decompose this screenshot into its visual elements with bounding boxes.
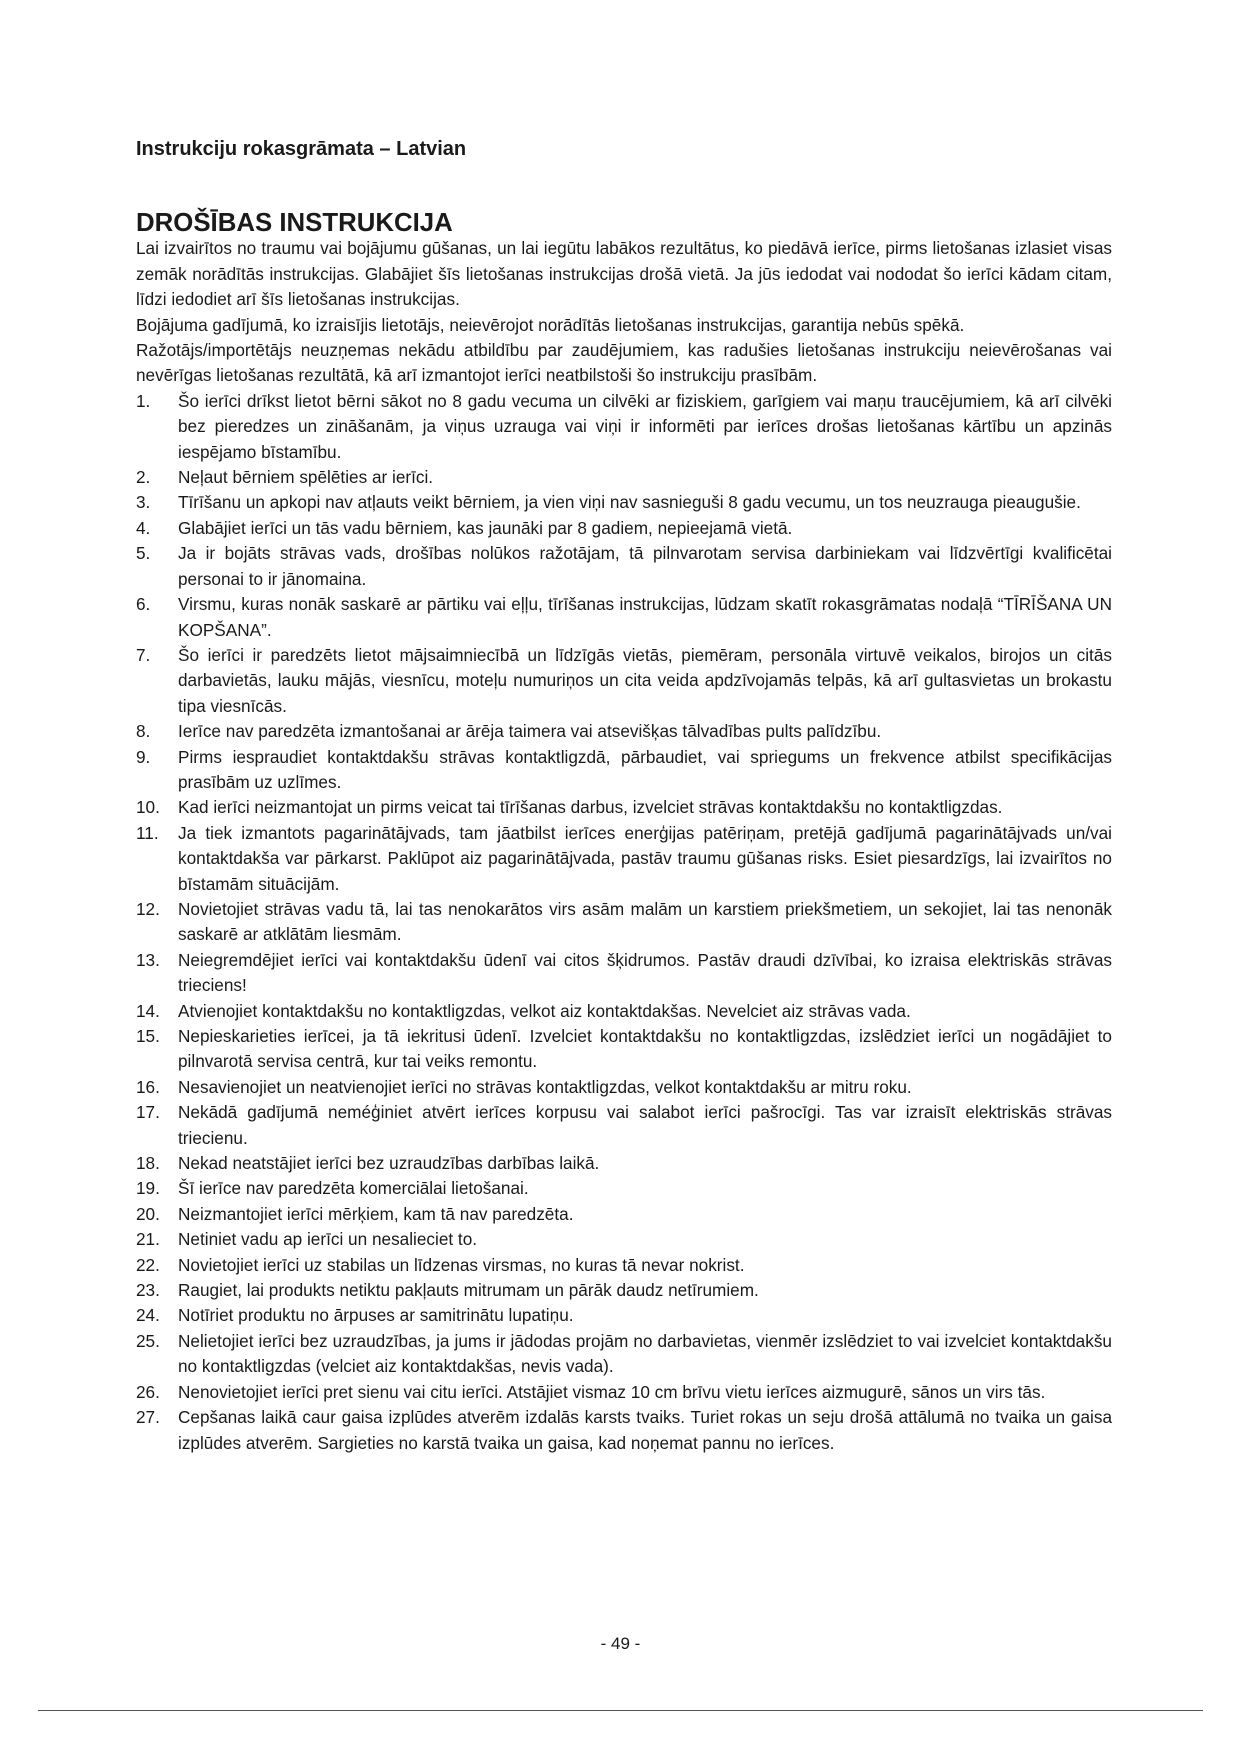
footer-divider — [38, 1710, 1203, 1711]
instruction-number: 9. — [136, 746, 151, 767]
instruction-text: Cepšanas laikā caur gaisa izplūdes atverēm izdalās karsts tvaiks. Turiet rokas un seju drošā attālumā no tvaika un gaisa izplūdes atverēm. Sargieties no karstā tvaika un gaisa, kad noņemat pannu no ierīces. — [178, 1407, 1112, 1453]
instruction-item — [136, 1202, 1112, 1227]
instruction-item — [136, 541, 1112, 592]
intro-paragraph: Ražotājs/importētājs neuzņemas nekādu atbildību par zaudējumiem, kas radušies lietošanas instrukciju neievērošanas vai nevērīgas lietošanas rezultātā, kā arī izmantojot ierīci neatbilstoši šo instrukciju prasībām. — [136, 340, 1112, 386]
instruction-item — [136, 1176, 1112, 1201]
instruction-item — [136, 1405, 1112, 1456]
instruction-number: 24. — [136, 1305, 160, 1326]
instruction-text: Ierīce nav paredzēta izmantošanai ar ārēja taimera vai atsevišķas tālvadības pults palīdzību. — [178, 721, 882, 742]
instruction-number: 3. — [136, 492, 151, 513]
instruction-number: 16. — [136, 1076, 160, 1097]
instruction-item — [136, 592, 1112, 643]
instruction-item — [136, 1380, 1112, 1405]
instruction-text: Netiniet vadu ap ierīci un nesalieciet to. — [178, 1229, 478, 1250]
instruction-number: 2. — [136, 467, 151, 488]
instruction-number: 15. — [136, 1026, 160, 1046]
instruction-text: Tīrīšanu un apkopi nav atļauts veikt bērniem, ja vien viņi nav sasnieguši 8 gadu vecumu, un tos neuzrauga pieaugušie. — [178, 492, 1081, 513]
instruction-text: Raugiet, lai produkts netiktu pakļauts mitrumam un pārāk daudz netīrumiem. — [178, 1280, 759, 1301]
intro-paragraph: Lai izvairītos no traumu vai bojājumu gūšanas, un lai iegūtu labākos rezultātus, ko piedāvā ierīce, pirms lietošanas izlasiet visas zemāk norādītās instrukcijas. Glabājiet šīs lietošanas instrukcijas drošā vietā. Ja jūs iedodat vai nododat šo ierīci kādam citam, līdzi iedodiet arī šīs lietošanas instrukcijas. — [136, 238, 1112, 310]
page-number: - 49 - — [600, 1634, 641, 1653]
instruction-text: Glabājiet ierīci un tās vadu bērniem, kas jaunāki par 8 gadiem, nepieejamā vietā. — [178, 517, 793, 538]
instruction-text: Nelietojiet ierīci bez uzraudzības, ja jums ir jādodas projām no darbavietas, vienmēr izslēdziet to vai izvelciet kontaktdakšu no kontaktligzdas (velciet aiz kontaktdakšas, nevis vada). — [178, 1330, 1112, 1377]
instruction-number: 26. — [136, 1381, 160, 1402]
instruction-item — [136, 897, 1112, 948]
instruction-number: 21. — [136, 1229, 160, 1250]
instruction-number: 12. — [136, 898, 160, 919]
instruction-number: 11. — [136, 822, 159, 843]
instruction-text: Atvienojiet kontaktdakšu no kontaktligzdas, velkot aiz kontaktdakšas. Nevelciet aiz strāvas vada. — [178, 1000, 911, 1021]
instruction-text: Novietojiet ierīci uz stabilas un līdzenas virsmas, no kuras tā nevar nokrist. — [178, 1254, 745, 1275]
instruction-item — [136, 516, 1112, 541]
instruction-item — [136, 745, 1112, 796]
instruction-text: Virsmu, kuras nonāk saskarē ar pārtiku vai eļļu, tīrīšanas instrukcijas, lūdzam skatīt rokasgrāmatas nodaļā “TĪRĪŠANA UN KOPŠANA”. — [178, 594, 1112, 640]
instruction-text: Pirms iespraudiet kontaktdakšu strāvas kontaktligzdā, pārbaudiet, vai spriegums un frekvence atbilst specifikācijas prasībām uz uzlīmes. — [178, 746, 1112, 792]
instruction-text: Notīriet produktu no ārpuses ar samitrinātu lupatiņu. — [178, 1305, 574, 1326]
instruction-text: Šī ierīce nav paredzēta komerciālai lietošanai. — [178, 1178, 529, 1199]
instruction-text: Nesavienojiet un neatvienojiet ierīci no strāvas kontaktligzdas, velkot kontaktdakšu ar mitru roku. — [178, 1076, 912, 1097]
instruction-number: 27. — [136, 1407, 160, 1428]
instruction-item — [136, 1253, 1112, 1278]
instruction-item — [136, 999, 1112, 1024]
instruction-item — [136, 948, 1112, 999]
instruction-number: 23. — [136, 1280, 160, 1301]
intro-paragraph: Bojājuma gadījumā, ko izraisījis lietotājs, neievērojot norādītās lietošanas instrukcijas, garantija nebūs spēkā. — [136, 314, 965, 335]
instruction-item — [136, 795, 1112, 820]
instruction-text: Neļaut bērniem spēlēties ar ierīci. — [178, 467, 434, 488]
instruction-number: 20. — [136, 1203, 160, 1224]
instruction-text: Ja tiek izmantots pagarinātājvads, tam jāatbilst ierīces enerģijas patēriņam, pretējā gadījumā pagarinātājvads un/vai kontaktdakša var pārkarst. Paklūpot aiz pagarinātājvada, pastāv traumu gūšanas risks. Esiet piesardzīgs, lai izvairītos no bīstamām situācijām. — [178, 822, 1112, 894]
instruction-text: Nekādā gadījumā neméģiniet atvērt ierīces korpusu vai salabot ierīci pašrocīgi. Tas var izraisīt elektriskās strāvas triecienu. — [178, 1102, 1112, 1148]
instruction-item — [136, 1100, 1112, 1151]
instruction-text: Neiegremdējiet ierīci vai kontaktdakšu ūdenī vai citos šķidrumos. Pastāv draudi dzīvībai, ko izraisa elektriskās strāvas trieciens! — [178, 949, 1112, 996]
document-title: Instrukciju rokasgrāmata – Latvian — [136, 138, 467, 160]
instruction-text: Nenovietojiet ierīci pret sienu vai citu ierīci. Atstājiet vismaz 10 cm brīvu vietu ierīces aizmugurē, sānos un virs tās. — [178, 1381, 1046, 1402]
instruction-text: Neizmantojiet ierīci mērķiem, kam tā nav paredzēta. — [178, 1203, 574, 1224]
instruction-item — [136, 1329, 1112, 1380]
instruction-text: Nepieskarieties ierīcei, ja tā iekritusi ūdenī. Izvelciet kontaktdakšu no kontaktligzdas, izslēdziet ierīci un nogādājiet to pilnvarotā servisa centrā, kur tai veiks remontu. — [178, 1026, 1112, 1072]
instruction-item — [136, 821, 1112, 897]
instruction-text: Ja ir bojāts strāvas vads, drošības nolūkos ražotājam, tā pilnvarotam servisa darbiniekam vai līdzvērtīgi kvalificētai personai to ir jānomaina. — [178, 543, 1112, 589]
instruction-item — [136, 719, 1112, 744]
instruction-number: 19. — [136, 1178, 160, 1199]
intro-paragraphs — [136, 236, 1112, 388]
section-heading: DROŠĪBAS INSTRUKCIJA — [136, 209, 453, 237]
instruction-number: 4. — [136, 517, 151, 538]
instruction-number: 7. — [136, 644, 151, 665]
instruction-item — [136, 643, 1112, 719]
instruction-item — [136, 465, 1112, 490]
instruction-number: 14. — [136, 1000, 160, 1021]
instruction-item — [136, 1024, 1112, 1075]
instruction-item — [136, 1303, 1112, 1328]
instruction-item — [136, 1278, 1112, 1303]
instruction-number: 17. — [136, 1102, 160, 1123]
instruction-list — [136, 389, 1112, 1456]
instruction-item — [136, 1227, 1112, 1252]
instruction-text: Kad ierīci neizmantojat un pirms veicat tai tīrīšanas darbus, izvelciet strāvas kontaktdakšu no kontaktligzdas. — [178, 797, 1003, 818]
instruction-item — [136, 389, 1112, 465]
instruction-item — [136, 490, 1112, 515]
instruction-number: 1. — [136, 390, 151, 411]
instruction-item — [136, 1151, 1112, 1176]
instruction-text: Nekad neatstājiet ierīci bez uzraudzības darbības laikā. — [178, 1153, 600, 1174]
document-content — [136, 211, 1112, 1456]
instruction-number: 10. — [136, 797, 160, 818]
instruction-number: 5. — [136, 543, 151, 564]
instruction-number: 18. — [136, 1153, 160, 1174]
instruction-text: Šo ierīci drīkst lietot bērni sākot no 8 gadu vecuma un cilvēki ar fiziskiem, garīgiem vai maņu traucējumiem, kā arī cilvēki bez pieredzes un zināšanām, ja viņus uzrauga vai viņi ir informēti par ierīces drošas lietošanas kārtību un apzinās iespējamo bīstamību. — [178, 390, 1112, 462]
instruction-number: 8. — [136, 721, 151, 742]
instruction-item — [136, 1075, 1112, 1100]
instruction-number: 25. — [136, 1330, 160, 1351]
instruction-number: 13. — [136, 949, 160, 970]
instruction-number: 22. — [136, 1254, 160, 1275]
instruction-text: Novietojiet strāvas vadu tā, lai tas nenokarātos virs asām malām un karstiem priekšmetiem, un sekojiet, lai tas nenonāk saskarē ar atklātām liesmām. — [178, 898, 1112, 945]
instruction-text: Šo ierīci ir paredzēts lietot mājsaimniecībā un līdzīgās vietās, piemēram, personāla virtuvē veikalos, birojos un citās darbavietās, lauku mājās, viesnīcu, moteļu numuriņos un cita veida apdzīvojamās telpās, kā arī gultasvietas un brokastu tipa viesnīcās. — [178, 644, 1112, 716]
instruction-number: 6. — [136, 594, 151, 615]
